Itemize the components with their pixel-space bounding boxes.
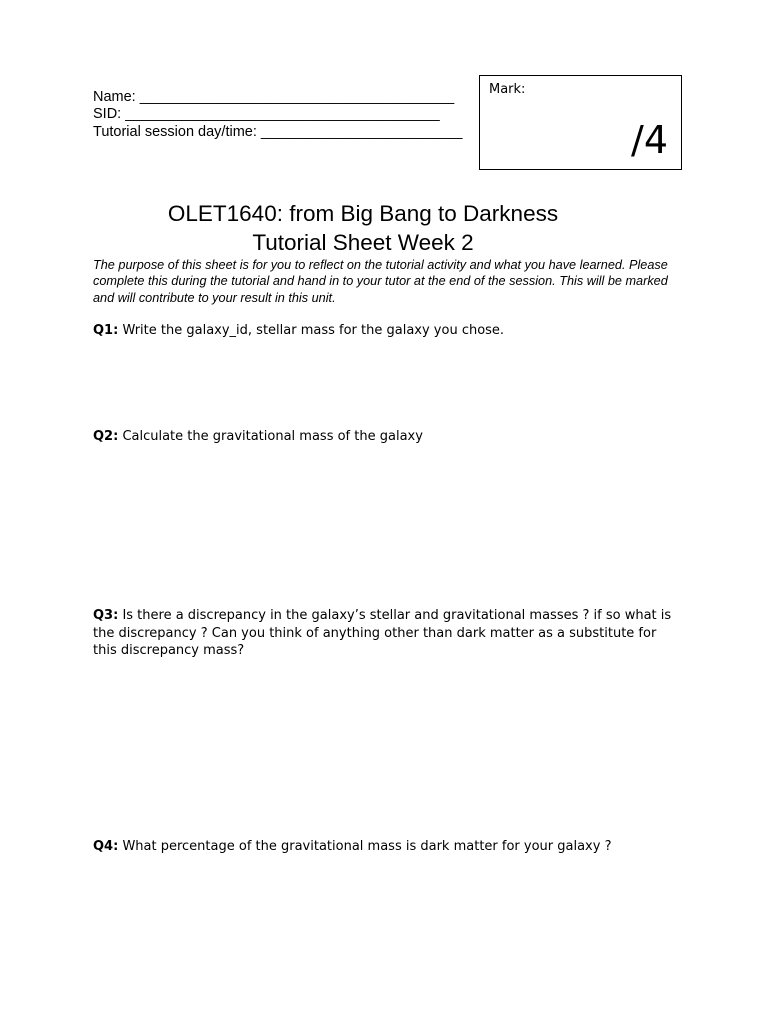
question-4 [93,838,678,856]
sid-field: SID: _______________________________________ [93,106,440,122]
mark-box [479,75,682,170]
question-text: Write the galaxy_id, stellar mass for the galaxy you chose. [122,323,505,338]
question-1 [93,322,678,340]
tutorial-session-field: Tutorial session day/time: _________________________ [93,124,463,140]
page-title: OLET1640: from Big Bang to Darkness [167,201,559,226]
question-text: Is there a discrepancy in the galaxy’s stellar and gravitational masses ? if so what is the discrepancy ? Can you think of anything other than dark matter as a substitute for this discrepancy mass? [93,608,672,658]
question-label: Q1: [93,323,119,338]
mark-total: /4 [631,118,668,162]
question-text: Calculate the gravitational mass of the galaxy [122,429,423,444]
intro-text: The purpose of this sheet is for you to reflect on the tutorial activity and what you have learned. Please complete this during the tutorial and hand in to your tutor at the end of the session. This will be marked and will contribute to your result in this unit. [93,258,668,305]
question-label: Q4: [93,839,119,854]
question-3 [93,607,678,660]
question-2 [93,428,678,446]
question-label: Q3: [93,608,119,623]
page-subtitle: Tutorial Sheet Week 2 [252,230,474,255]
name-field: Name: _______________________________________ [93,89,455,105]
question-text: What percentage of the gravitational mass is dark matter for your galaxy ? [122,839,612,854]
mark-label: Mark: [489,82,526,97]
question-label: Q2: [93,429,119,444]
